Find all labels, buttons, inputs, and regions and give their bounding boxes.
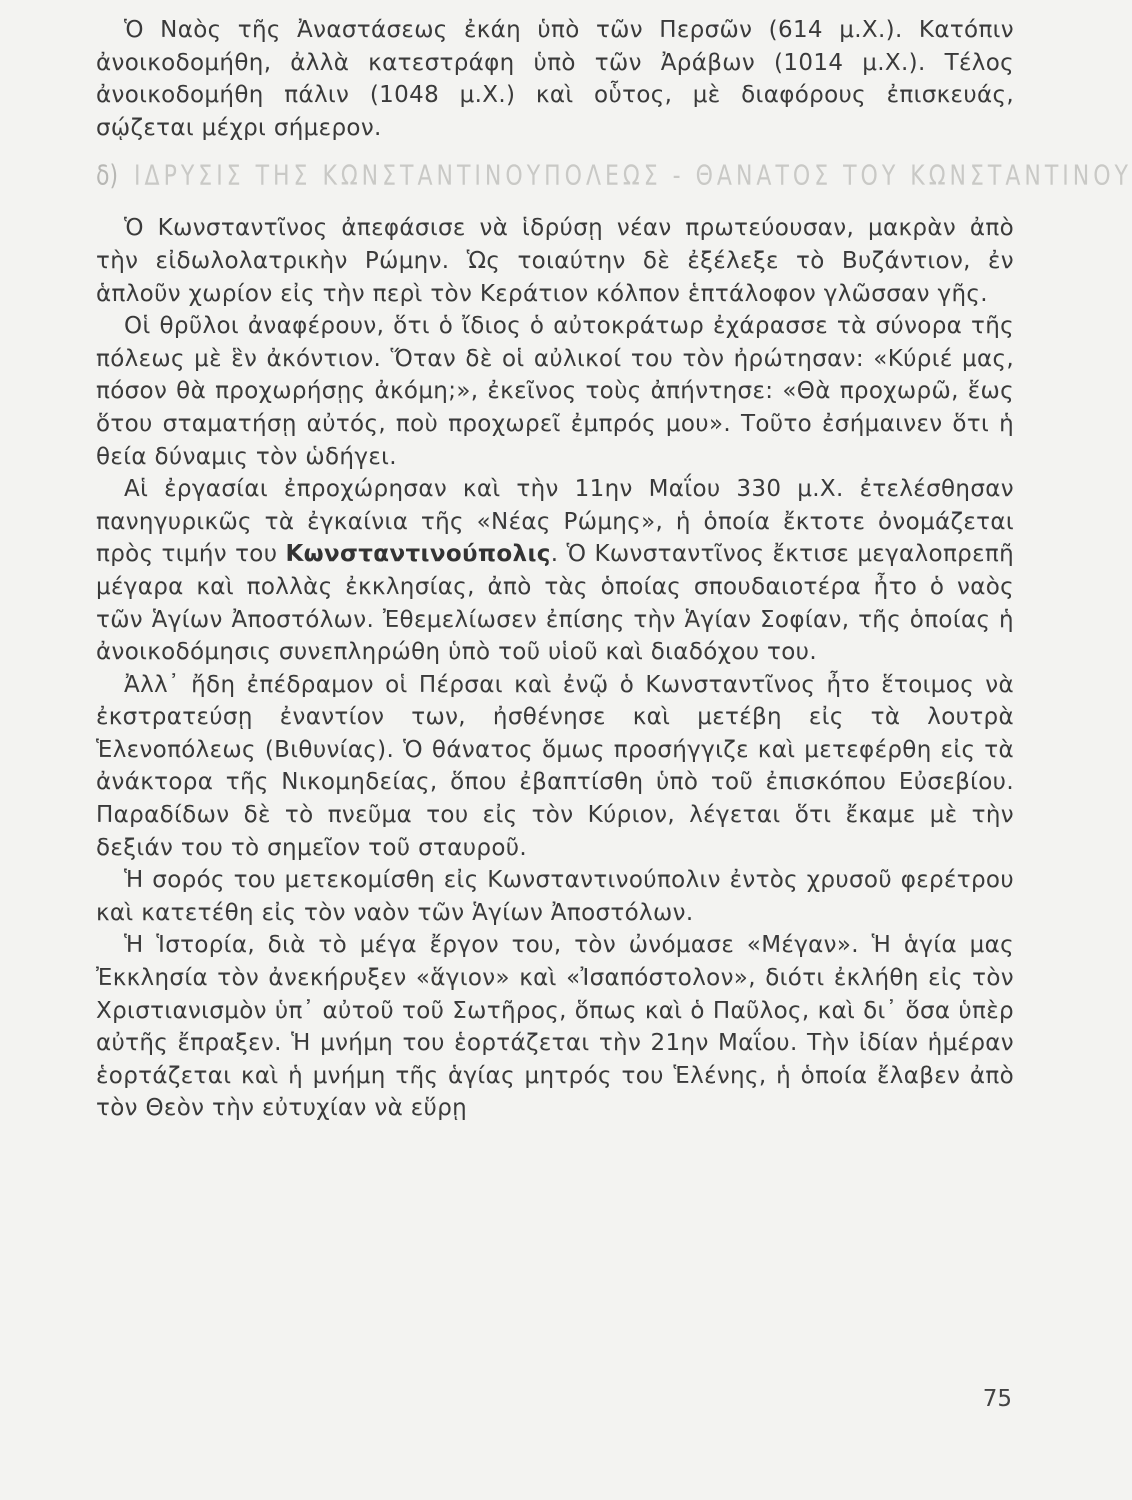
page-number: 75 [982,1386,1012,1412]
section-heading [96,141,1132,214]
paragraph-founding: Ὁ Κωνσταντῖνος ἀπεφάσισε νὰ ἱδρύσῃ νέαν πρωτεύουσαν, μακρὰν ἀπὸ τὴν εἰδωλολατρικὴν Ρώμην. Ὡς τοιαύτην δὲ ἐξέλεξε τὸ Βυζάντιον, ἐν ἁπλοῦν χωρίον εἰς τὴν περὶ τὸν Κεράτιον κόλπον ἑπτάλοφον γλῶσσαν γῆς. [96,215,1014,307]
inauguration-text-end: . Ὁ Κωνσταντῖνος ἔκτισε μεγαλοπρεπῆ μέγαρα καὶ πολλὰς ἐκκλησίας, ἀπὸ τὰς ὁποίας σπουδαιοτέρα ἦτο ὁ ναὸς τῶν Ἁγίων Ἀποστόλων. Ἐθεμελίωσεν ἐπίσης τὴν Ἁγίαν Σοφίαν, τῆς ὁποίας ἡ ἀνοικοδόμησις συνεπληρώθη ὑπὸ τοῦ υἱοῦ καὶ διαδόχου του. [96,541,1014,666]
paragraph-legend: Οἱ θρῦλοι ἀναφέρουν, ὅτι ὁ ἴδιος ὁ αὐτοκράτωρ ἐχάρασσε τὰ σύνορα τῆς πόλεως μὲ ἓν ἀκόντιον. Ὅταν δὲ οἱ αὐλικοί του τὸν ἠρώτησαν: «Κύριέ μας, πόσον θὰ προχωρήσῃς ἀκόμη;», ἐκεῖνος τοὺς ἀπήντησε: «Θὰ προχωρῶ, ἕως ὅτου σταματήσῃ αὐτός, ποὺ προχωρεῖ ἐμπρός μου». Τοῦτο ἐσήμαινεν ὅτι ἡ θεία δύναμις τὸν ὡδήγει. [96,313,1014,470]
paragraph-legacy: Ἡ Ἱστορία, διὰ τὸ μέγα ἔργον του, τὸν ὠνόμασε «Μέγαν». Ἡ ἁγία μας Ἐκκλησία τὸν ἀνεκήρυξεν «ἅγιον» καὶ «Ἰσαπόστολον», διότι ἐκλήθη εἰς τὸν Χριστιανισμὸν ὑπ᾽ αὐτοῦ τοῦ Σωτῆρος, ὅπως καὶ ὁ Παῦλος, καὶ δι᾽ ὅσα ὑπὲρ αὐτῆς ἔπραξεν. Ἡ μνήμη του ἑορτάζεται τὴν 21ην Μαΐου. Τὴν ἰδίαν ἡμέραν ἑορτάζεται καὶ ἡ μνήμη τῆς ἁγίας μητρός του Ἑλένης, ἡ ὁποία ἔλαβεν ἀπὸ τὸν Θεὸν τὴν εὐτυχίαν νὰ εὕρῃ [96,932,1014,1122]
section-label: δ) [96,161,119,193]
section-title: ΙΔΡΥΣΙΣ ΤΗΣ ΚΩΝΣΤΑΝΤΙΝΟΥΠΟΛΕΩΣ - ΘΑΝΑΤΟΣ ΤΟΥ ΚΩΝΣΤΑΝΤΙΝΟΥ [134,161,1132,193]
paragraph-death: Ἀλλ᾽ ἤδη ἐπέδραμον οἱ Πέρσαι καὶ ἐνῷ ὁ Κωνσταντῖνος ἦτο ἕτοιμος νὰ ἐκστρατεύσῃ ἐναντίον των, ἠσθένησε καὶ μετέβη εἰς τὰ λουτρὰ Ἑλενοπόλεως (Βιθυνίας). Ὁ θάνατος ὅμως προσήγγιζε καὶ μετεφέρθη εἰς τὰ ἀνάκτορα τῆς Νικομηδείας, ὅπου ἐβαπτίσθη ὑπὸ τοῦ ἐπισκόπου Εὐσεβίου. Παραδίδων δὲ τὸ πνεῦμα του εἰς τὸν Κύριον, λέγεται ὅτι ἔκαμε μὲ τὴν δεξιάν του τὸ σημεῖον τοῦ σταυροῦ. [96,671,1014,861]
paragraph-inauguration [96,473,1014,669]
city-name-bold: Κωνσταντινούπολις [285,541,551,568]
inauguration-text-start: Αἱ ἐργασίαι ἐπροχώρησαν καὶ τὴν 11ην Μαΐου 330 μ.Χ. ἐτελέσθησαν πανηγυρικῶς τὰ ἐγκαίνια τῆς «Νέας Ρώμης», ἡ ὁποία ἔκτοτε ὀνομάζεται πρὸς τιμήν του [96,476,1014,568]
paragraph-burial: Ἡ σορός του μετεκομίσθη εἰς Κωνσταντινούπολιν ἐντὸς χρυσοῦ φερέτρου καὶ κατετέθη εἰς τὸν ναὸν τῶν Ἁγίων Ἀποστόλων. [96,867,1014,926]
page-body [96,14,1132,1125]
paragraph-temple-history: Ὁ Ναὸς τῆς Ἀναστάσεως ἐκάη ὑπὸ τῶν Περσῶν (614 μ.Χ.). Κατόπιν ἀνοικοδομήθη, ἀλλὰ κατεστράφη ὑπὸ τῶν Ἀράβων (1014 μ.Χ.). Τέλος ἀνοικοδομήθη πάλιν (1048 μ.Χ.) καὶ οὗτος, μὲ διαφόρους ἐπισκευάς, σῴζεται μέχρι σήμερον. [96,17,1014,141]
